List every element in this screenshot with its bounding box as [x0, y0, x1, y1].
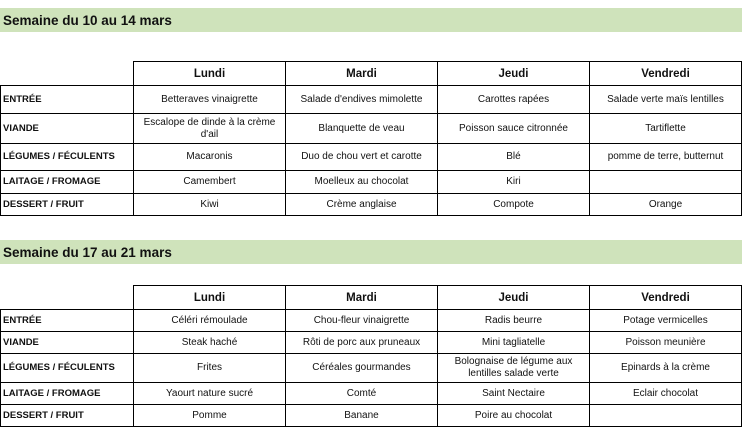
day-header-vendredi: Vendredi: [590, 286, 742, 310]
menu-cell: Orange: [590, 194, 742, 216]
menu-cell: Potage vermicelles: [590, 310, 742, 332]
menu-cell: Céréales gourmandes: [286, 354, 438, 383]
week2-header-row: [1, 286, 742, 310]
row-label-dessert: DESSERT / FRUIT: [1, 405, 134, 427]
week2-row-entree: [1, 310, 742, 332]
day-header-lundi: Lundi: [134, 286, 286, 310]
menu-cell: Poisson sauce citronnée: [438, 114, 590, 144]
day-header-lundi: Lundi: [134, 62, 286, 86]
day-header-vendredi: Vendredi: [590, 62, 742, 86]
week2-menu-table: [0, 285, 742, 427]
menu-cell: Kiri: [438, 171, 590, 194]
menu-cell: Blanquette de veau: [286, 114, 438, 144]
week1-title: Semaine du 10 au 14 mars: [3, 12, 172, 28]
row-label-entree: ENTRÉE: [1, 310, 134, 332]
menu-cell: Duo de chou vert et carotte: [286, 144, 438, 171]
row-label-dessert: DESSERT / FRUIT: [1, 194, 134, 216]
week1-row-legumes: [1, 144, 742, 171]
menu-cell: Chou-fleur vinaigrette: [286, 310, 438, 332]
corner-cell: [1, 286, 134, 310]
menu-cell: Comté: [286, 383, 438, 405]
menu-cell: Eclair chocolat: [590, 383, 742, 405]
menu-cell: Bolognaise de légume aux lentilles salade verte: [438, 354, 590, 383]
menu-cell: Radis beurre: [438, 310, 590, 332]
row-label-laitage: LAITAGE / FROMAGE: [1, 383, 134, 405]
row-label-viande: VIANDE: [1, 332, 134, 354]
menu-cell: pomme de terre, butternut: [590, 144, 742, 171]
menu-cell: Tartiflette: [590, 114, 742, 144]
menu-cell: Moelleux au chocolat: [286, 171, 438, 194]
menu-cell: Epinards à la crème: [590, 354, 742, 383]
row-label-legumes: LÉGUMES / FÉCULENTS: [1, 144, 134, 171]
menu-cell: Poisson meunière: [590, 332, 742, 354]
row-label-legumes: LÉGUMES / FÉCULENTS: [1, 354, 134, 383]
menu-cell: Poire au chocolat: [438, 405, 590, 427]
week2-row-legumes: [1, 354, 742, 383]
menu-cell: Blé: [438, 144, 590, 171]
menu-cell: Rôti de porc aux pruneaux: [286, 332, 438, 354]
menu-cell: Compote: [438, 194, 590, 216]
day-header-jeudi: Jeudi: [438, 286, 590, 310]
week1-banner: [0, 8, 742, 32]
menu-cell: Pomme: [134, 405, 286, 427]
day-header-mardi: Mardi: [286, 62, 438, 86]
row-label-viande: VIANDE: [1, 114, 134, 144]
day-header-mardi: Mardi: [286, 286, 438, 310]
menu-cell: Mini tagliatelle: [438, 332, 590, 354]
menu-cell: Frites: [134, 354, 286, 383]
week1-row-viande: [1, 114, 742, 144]
week1-row-entree: [1, 86, 742, 114]
menu-cell: Crème anglaise: [286, 194, 438, 216]
corner-cell: [1, 62, 134, 86]
row-label-entree: ENTRÉE: [1, 86, 134, 114]
week2-row-viande: [1, 332, 742, 354]
menu-cell: Kiwi: [134, 194, 286, 216]
menu-cell: Escalope de dinde à la crème d'ail: [134, 114, 286, 144]
week2-title: Semaine du 17 au 21 mars: [3, 244, 172, 260]
week1-row-dessert: [1, 194, 742, 216]
week1-header-row: [1, 62, 742, 86]
week2-row-dessert: [1, 405, 742, 427]
menu-cell: Carottes rapées: [438, 86, 590, 114]
menu-cell: Camembert: [134, 171, 286, 194]
menu-cell: Saint Nectaire: [438, 383, 590, 405]
menu-cell: [590, 405, 742, 427]
week2-banner: [0, 240, 742, 264]
menu-cell: Steak haché: [134, 332, 286, 354]
menu-cell: Macaronis: [134, 144, 286, 171]
menu-cell: Céléri rémoulade: [134, 310, 286, 332]
day-header-jeudi: Jeudi: [438, 62, 590, 86]
week1-row-laitage: [1, 171, 742, 194]
row-label-laitage: LAITAGE / FROMAGE: [1, 171, 134, 194]
week1-menu-table: [0, 61, 742, 216]
menu-cell: Salade verte maïs lentilles: [590, 86, 742, 114]
menu-cell: Salade d'endives mimolette: [286, 86, 438, 114]
menu-cell: [590, 171, 742, 194]
menu-cell: Betteraves vinaigrette: [134, 86, 286, 114]
menu-cell: Yaourt nature sucré: [134, 383, 286, 405]
week2-row-laitage: [1, 383, 742, 405]
menu-cell: Banane: [286, 405, 438, 427]
